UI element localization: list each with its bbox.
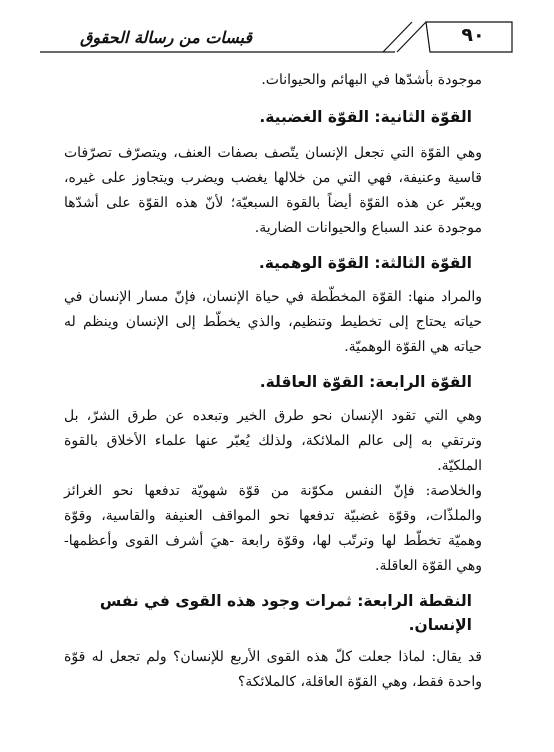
paragraph-third-power: والمراد منها: القوّة المخطّطة في حياة الإنسان، فإنّ مسار الإنسان في حياته يحتاج إلى تخطيط وتنظيم، والذي يخطّط إلى الإنسان وينظم له حياته هي القوّة الوهميّة. [64,289,482,355]
paragraph-summary: والخلاصة: فإنّ النفس مكوّنة من قوّة شهويّة تدفعها نحو الغرائز والملذّات، وقوّة غضبيّة تدفعها نحو المواقف العنيفة والقاسية، وقوّة وهميّة تخطّط لها وترتّب لها، وقوّة رابعة -هيَ أشرف القوى وأعظمها- وهي القوّة العاقلة. [64,483,482,574]
page-body [64,68,482,695]
header-slash-right [397,22,426,52]
header-slash-left [383,22,412,52]
page-number: ٩٠ [461,24,485,46]
heading-second-power: القوّة الثانية: القوّة الغضبية. [259,108,472,126]
paragraph-fourth-power: وهي التي تقود الإنسان نحو طرق الخير وتبعده عن طرق الشرّ، بل وترتقي به إلى عالم الملائكة، ولذلك يُعبّر عنها علماء الأخلاق بالقوة الملكيّة. [64,408,482,474]
running-title: قبسات من رسالة الحقوق [79,28,253,47]
paragraph-question: قد يقال: لماذا جعلت كلّ هذه القوى الأربع للإنسان؟ ولم تجعل له قوّة واحدة فقط، وهي القوّة العاقلة، كالملائكة؟ [64,649,482,690]
heading-third-power: القوّة الثالثة: القوّة الوهمية. [258,254,472,272]
heading-fourth-power: القوّة الرابعة: القوّة العاقلة. [259,373,472,391]
paragraph-continuation: موجودة بأشدّها في البهائم والحيوانات. [261,72,482,88]
heading-fourth-point: النقطة الرابعة: ثمرات وجود هذه القوى في نفس الإنسان. [99,592,472,634]
page-header [0,0,554,70]
paragraph-second-power: وهي القوّة التي تجعل الإنسان يتّصف بصفات العنف، ويتصرّف تصرّفات قاسية وعنيفة، فهي التي من خلالها يغضب ويضرب ويتجاوز على غيره، ويعبّر عن هذه القوّة أيضاً بالقوة السبعيّة؛ لأنّ هذه القوّة على أشدّها موجودة عند السباع والحيوانات الضارية. [64,145,482,236]
